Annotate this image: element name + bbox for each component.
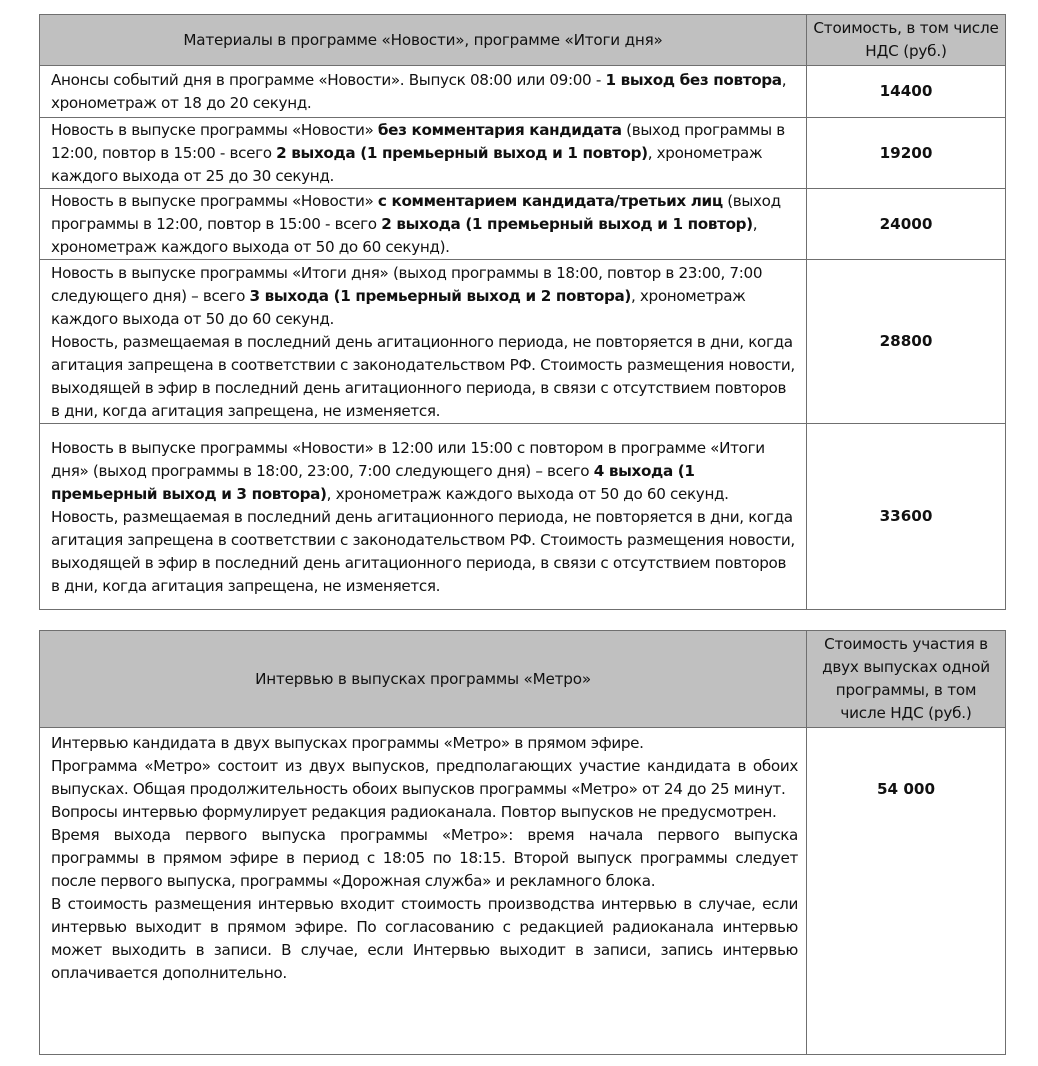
row-description: Новость в выпуске программы «Итоги дня» (выход программы в 18:00, повтор в 23:00, 7:00 следующего дня) – всего 3 выхода (1 премьерный выход и 2 повтора), хронометраж каждого выхода от 50 до 60 секунд. Новость, размещаемая в последний день агитационного периода, не повторяется в дни, когда агитация запрещена в соответствии с законодательством РФ. Стоимость размещения новости, выходящей в эфир в последний день агитационного периода, в связи с отсутствием повторов в дни, когда агитация запрещена, не изменяется. <box>40 260 807 424</box>
row-description: Интервью кандидата в двух выпусках программы «Метро» в прямом эфире. Программа «Метро» состоит из двух выпусков, предполагающих участие кандидата в обоих выпусках. Общая продолжительность обоих выпусков программы «Метро» от 24 до 25 минут. Вопросы интервью формулирует редакция радиоканала. Повтор выпусков не предусмотрен. Время выхода первого выпуска программы «Метро»: время начала первого выпуска программы в прямом эфире в период с 18:05 по 18:15. Второй выпуск программы следует после первого выпуска, программы «Дорожная служба» и рекламного блока. В стоимость размещения интервью входит стоимость производства интервью в случае, если интервью выходит в прямом эфире. По согласованию с редакцией радиоканала интервью может выходить в записи. В случае, если Интервью выходит в записи, запись интервью оплачивается дополнительно. <box>40 728 807 1055</box>
row-price: 14400 <box>807 66 1006 118</box>
row-price: 54 000 <box>807 728 1006 1055</box>
table-row <box>40 66 1006 118</box>
row-description: Новость в выпуске программы «Новости» без комментария кандидата (выход программы в 12:00, повтор в 15:00 - всего 2 выхода (1 премьерный выход и 1 повтор), хронометраж каждого выхода от 25 до 30 секунд. <box>40 118 807 189</box>
table-row <box>40 424 1006 610</box>
row-price: 19200 <box>807 118 1006 189</box>
header-participation-cost: Стоимость участия в двух выпусках одной программы, в том числе НДС (руб.) <box>807 631 1006 728</box>
table-row <box>40 260 1006 424</box>
row-price: 24000 <box>807 189 1006 260</box>
row-note: Новость, размещаемая в последний день агитационного периода, не повторяется в дни, когда агитация запрещена в соответствии с законодательством РФ. Стоимость размещения новости, выходящей в эфир в последний день агитационного периода, в связи с отсутствием повторов в дни, когда агитация запрещена, не изменяется. <box>51 332 795 420</box>
row-price: 33600 <box>807 424 1006 610</box>
table-header-row <box>40 15 1006 66</box>
row-note: Новость, размещаемая в последний день агитационного периода, не повторяется в дни, когда агитация запрещена в соответствии с законодательством РФ. Стоимость размещения новости, выходящей в эфир в последний день агитационного периода, в связи с отсутствием повторов в дни, когда агитация запрещена, не изменяется. <box>51 507 795 595</box>
interview-price-table <box>39 630 1006 1055</box>
header-materials: Материалы в программе «Новости», программе «Итоги дня» <box>40 15 807 66</box>
row-description: Анонсы событий дня в программе «Новости». Выпуск 08:00 или 09:00 - 1 выход без повтора, хронометраж от 18 до 20 секунд. <box>40 66 807 118</box>
row-description: Новость в выпуске программы «Новости» с комментарием кандидата/третьих лиц (выход программы в 12:00, повтор в 15:00 - всего 2 выхода (1 премьерный выход и 1 повтор), хронометраж каждого выхода от 50 до 60 секунд). <box>40 189 807 260</box>
row-description: Новость в выпуске программы «Новости» в 12:00 или 15:00 с повтором в программе «Итоги дня» (выход программы в 18:00, 23:00, 7:00 следующего дня) – всего 4 выхода (1 премьерный выход и 3 повтора), хронометраж каждого выхода от 50 до 60 секунд. Новость, размещаемая в последний день агитационного периода, не повторяется в дни, когда агитация запрещена в соответствии с законодательством РФ. Стоимость размещения новости, выходящей в эфир в последний день агитационного периода, в связи с отсутствием повторов в дни, когда агитация запрещена, не изменяется. <box>40 424 807 610</box>
row-price: 28800 <box>807 260 1006 424</box>
table-header-row <box>40 631 1006 728</box>
news-price-table <box>39 14 1006 610</box>
header-cost: Стоимость, в том числе НДС (руб.) <box>807 15 1006 66</box>
header-interview: Интервью в выпусках программы «Метро» <box>40 631 807 728</box>
table-row <box>40 189 1006 260</box>
table-row <box>40 728 1006 1055</box>
table-row <box>40 118 1006 189</box>
